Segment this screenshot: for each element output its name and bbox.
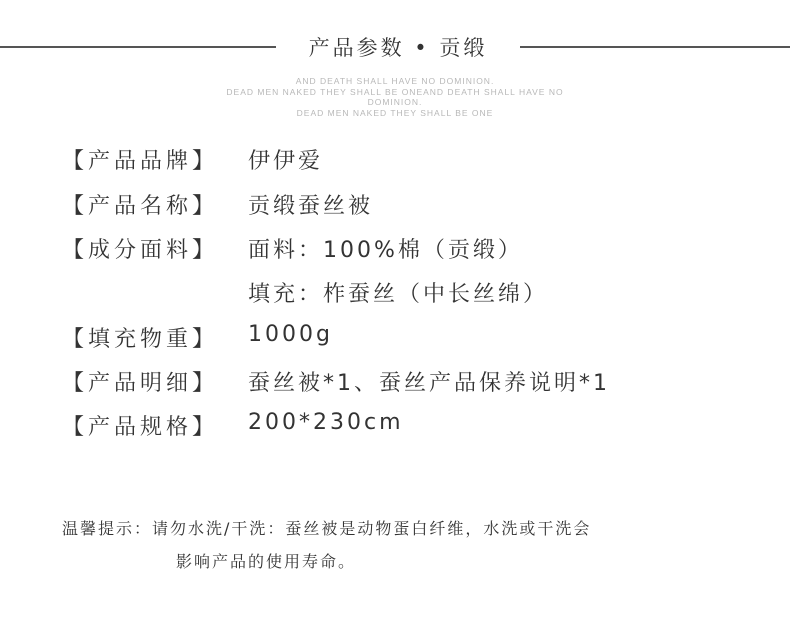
spec-value: 蚕丝被*1、蚕丝产品保养说明*1 [248,371,610,396]
header-divider-right [520,46,790,48]
spec-value: 200*230cm [248,410,404,435]
spec-label: 【产品明细】 [62,371,219,396]
decorative-line: DEAD MEN NAKED THEY SHALL BE ONEAND DEATH SHALL HAVE NO [226,86,564,97]
spec-value: 面料：100%棉（贡缎） [248,238,523,263]
spec-label: 【产品名称】 [62,194,219,219]
care-note-line: 温馨提示：请勿水洗/干洗：蚕丝被是动物蛋白纤维，水洗或干洗会 [62,519,592,538]
spec-value: 伊伊爱 [248,149,324,174]
decorative-line: AND DEATH SHALL HAVE NO DOMINION. [295,76,495,86]
decorative-line: DEAD MEN NAKED THEY SHALL BE ONE [296,107,494,118]
decorative-line: DOMINION. [367,97,423,107]
spec-value: 1000g [248,322,333,347]
section-title: 产品参数 • 贡缎 [308,36,488,60]
header-divider-left [0,46,276,48]
spec-label: 【填充物重】 [62,327,219,352]
decorative-caption [195,76,595,118]
spec-label: 【产品品牌】 [62,149,219,174]
care-note-line: 影响产品的使用寿命。 [176,552,357,571]
care-note [62,512,762,578]
spec-value: 填充：柞蚕丝（中长丝绵） [248,282,549,307]
section-header [0,28,790,64]
spec-label: 【成分面料】 [62,238,219,263]
spec-value: 贡缎蚕丝被 [248,194,374,219]
spec-label: 【产品规格】 [62,415,219,440]
